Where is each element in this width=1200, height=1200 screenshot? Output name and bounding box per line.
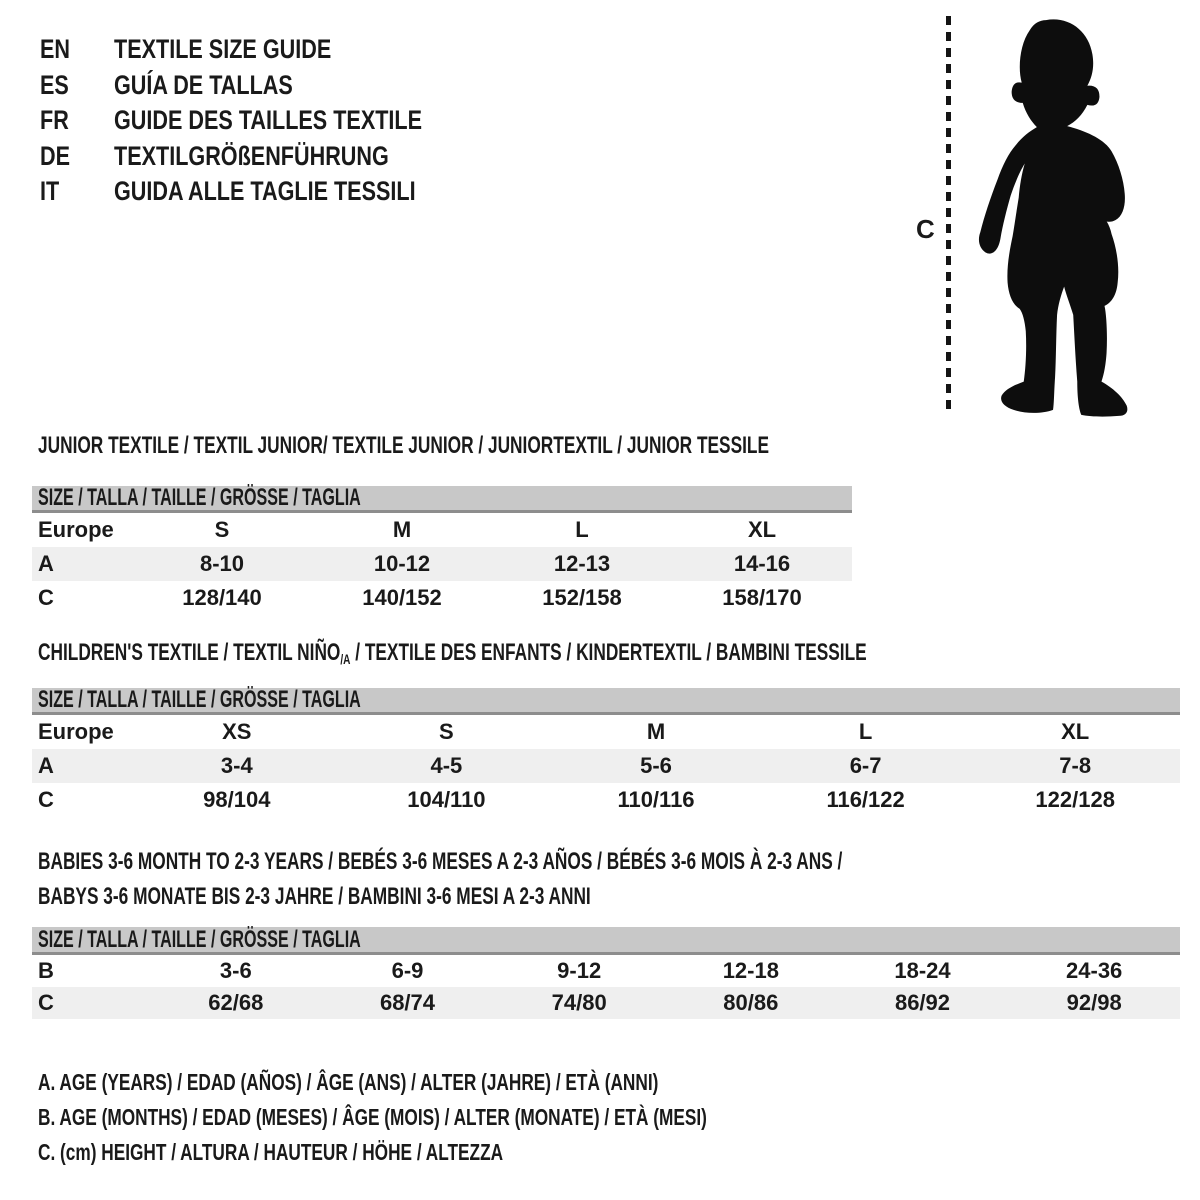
height-value: 128/140 bbox=[182, 585, 262, 610]
legend-line-a-text: A. AGE (YEARS) / EDAD (AÑOS) / ÂGE (ANS) / ALTER (JAHRE) / ETÀ (ANNI) bbox=[38, 1069, 659, 1095]
height-value: 122/128 bbox=[1035, 787, 1115, 812]
junior-section-title bbox=[38, 433, 1053, 459]
height-value: 68/74 bbox=[379, 990, 436, 1015]
legend-line-c bbox=[38, 1135, 930, 1170]
size-col-l: L bbox=[858, 719, 873, 744]
age-value: 3-4 bbox=[220, 753, 253, 778]
months-value: 6-9 bbox=[391, 958, 424, 983]
children-title-pre: CHILDREN'S TEXTILE / TEXTIL NIÑO bbox=[38, 639, 341, 666]
lang-row-en bbox=[40, 32, 499, 68]
lang-title-es: GUÍA DE TALLAS bbox=[114, 69, 293, 100]
legend-line-b-text: B. AGE (MONTHS) / EDAD (MESES) / ÂGE (MOIS) / ALTER (MONATE) / ETÀ (MESI) bbox=[38, 1104, 707, 1130]
legend-line-b bbox=[38, 1100, 930, 1135]
age-value: 5-6 bbox=[640, 753, 672, 778]
toddler-silhouette-image bbox=[958, 12, 1142, 426]
lang-code-it: IT bbox=[40, 176, 60, 207]
row-label-a: A bbox=[38, 753, 54, 778]
row-label-a: A bbox=[38, 551, 54, 576]
height-value: 86/92 bbox=[894, 990, 951, 1015]
height-measure-dashed-line bbox=[946, 16, 951, 416]
lang-row-de bbox=[40, 139, 499, 175]
legend-line-c-text: C. (cm) HEIGHT / ALTURA / HAUTEUR / HÖHE / ALTEZZA bbox=[38, 1139, 504, 1165]
lang-title-fr: GUIDE DES TAILLES TEXTILE bbox=[114, 105, 423, 136]
children-age-row bbox=[32, 749, 1180, 783]
months-value: 3-6 bbox=[219, 958, 252, 983]
junior-size-table bbox=[32, 486, 852, 615]
junior-size-bar bbox=[32, 486, 852, 513]
height-value: 62/68 bbox=[208, 990, 264, 1015]
size-col-m: M bbox=[646, 719, 666, 744]
age-value: 10-12 bbox=[373, 551, 431, 576]
row-label-c: C bbox=[38, 585, 54, 610]
age-value: 8-10 bbox=[199, 551, 245, 576]
region-label: Europe bbox=[38, 517, 114, 542]
lang-row-es bbox=[40, 68, 499, 104]
lang-code-fr: FR bbox=[40, 105, 69, 136]
size-col-s: S bbox=[214, 517, 230, 542]
height-value: 80/86 bbox=[723, 990, 779, 1015]
babies-size-bar-label: SIZE / TALLA / TAILLE / GRÖSSE / TAGLIA bbox=[38, 925, 361, 953]
children-header-row bbox=[32, 715, 1180, 749]
age-value: 4-5 bbox=[430, 753, 463, 778]
row-label-c: C bbox=[38, 990, 54, 1015]
junior-age-row bbox=[32, 547, 852, 581]
lang-title-en: TEXTILE SIZE GUIDE bbox=[114, 34, 332, 65]
height-value: 92/98 bbox=[1066, 990, 1122, 1015]
months-value: 24-36 bbox=[1066, 958, 1123, 983]
junior-size-bar-label: SIZE / TALLA / TAILLE / GRÖSSE / TAGLIA bbox=[38, 484, 361, 511]
height-value: 104/110 bbox=[407, 787, 486, 812]
junior-section-title-text: JUNIOR TEXTILE / TEXTIL JUNIOR/ TEXTILE JUNIOR / JUNIORTEXTIL / JUNIOR TESSILE bbox=[38, 432, 769, 459]
size-col-xs: XS bbox=[222, 719, 252, 744]
size-col-l: L bbox=[575, 517, 589, 542]
height-value: 152/158 bbox=[542, 585, 622, 610]
children-title-sub: /A bbox=[340, 651, 351, 667]
lang-title-de: TEXTILGRÖßENFÜHRUNG bbox=[114, 140, 389, 171]
region-label: Europe bbox=[38, 719, 114, 744]
junior-header-row bbox=[32, 513, 852, 547]
lang-code-en: EN bbox=[40, 34, 71, 65]
babies-size-bar bbox=[32, 927, 1180, 955]
lang-row-fr bbox=[40, 103, 499, 139]
height-value: 158/170 bbox=[722, 585, 802, 610]
babies-months-row bbox=[32, 955, 1180, 987]
height-value: 110/116 bbox=[617, 787, 695, 812]
children-size-bar bbox=[32, 688, 1180, 715]
lang-row-it bbox=[40, 174, 499, 210]
size-col-s: S bbox=[439, 719, 454, 744]
months-value: 9-12 bbox=[557, 958, 602, 983]
legend bbox=[38, 1065, 930, 1170]
junior-height-row bbox=[32, 581, 852, 615]
babies-size-table bbox=[32, 927, 1180, 1019]
children-height-row bbox=[32, 783, 1180, 817]
height-value: 116/122 bbox=[826, 787, 905, 812]
months-value: 12-18 bbox=[722, 958, 779, 983]
babies-section-title bbox=[38, 844, 1155, 914]
legend-line-a bbox=[38, 1065, 930, 1100]
children-section-title-text bbox=[38, 640, 867, 668]
row-label-b: B bbox=[38, 958, 54, 983]
children-size-bar-label: SIZE / TALLA / TAILLE / GRÖSSE / TAGLIA bbox=[38, 686, 361, 713]
height-value: 74/80 bbox=[551, 990, 607, 1015]
lang-code-de: DE bbox=[40, 140, 71, 171]
height-measure-label: C bbox=[916, 214, 935, 244]
size-col-xl: XL bbox=[747, 517, 777, 542]
lang-title-it: GUIDA ALLE TAGLIE TESSILI bbox=[114, 176, 416, 207]
language-title-list bbox=[40, 32, 499, 210]
size-col-m: M bbox=[392, 517, 412, 542]
babies-title-line1: BABIES 3-6 MONTH TO 2-3 YEARS / BEBÉS 3-6 MESES A 2-3 AÑOS / BÉBÉS 3-6 MOIS À 2-3 ANS / bbox=[38, 848, 843, 875]
months-value: 18-24 bbox=[894, 958, 951, 983]
height-value: 140/152 bbox=[362, 585, 442, 610]
age-value: 7-8 bbox=[1059, 753, 1092, 778]
age-value: 12-13 bbox=[553, 551, 611, 576]
age-value: 6-7 bbox=[849, 753, 882, 778]
children-title-post: / TEXTILE DES ENFANTS / KINDERTEXTIL / BAMBINI TESSILE bbox=[350, 639, 867, 666]
lang-code-es: ES bbox=[40, 69, 69, 100]
babies-title-line2: BABYS 3-6 MONATE BIS 2-3 JAHRE / BAMBINI 3-6 MESI A 2-3 ANNI bbox=[38, 883, 591, 910]
row-label-c: C bbox=[38, 787, 54, 812]
size-col-xl: XL bbox=[1061, 719, 1090, 744]
age-value: 14-16 bbox=[733, 551, 791, 576]
babies-height-row bbox=[32, 987, 1180, 1019]
height-value: 98/104 bbox=[203, 787, 271, 812]
children-section-title bbox=[38, 640, 1189, 668]
children-size-table bbox=[32, 688, 1180, 817]
